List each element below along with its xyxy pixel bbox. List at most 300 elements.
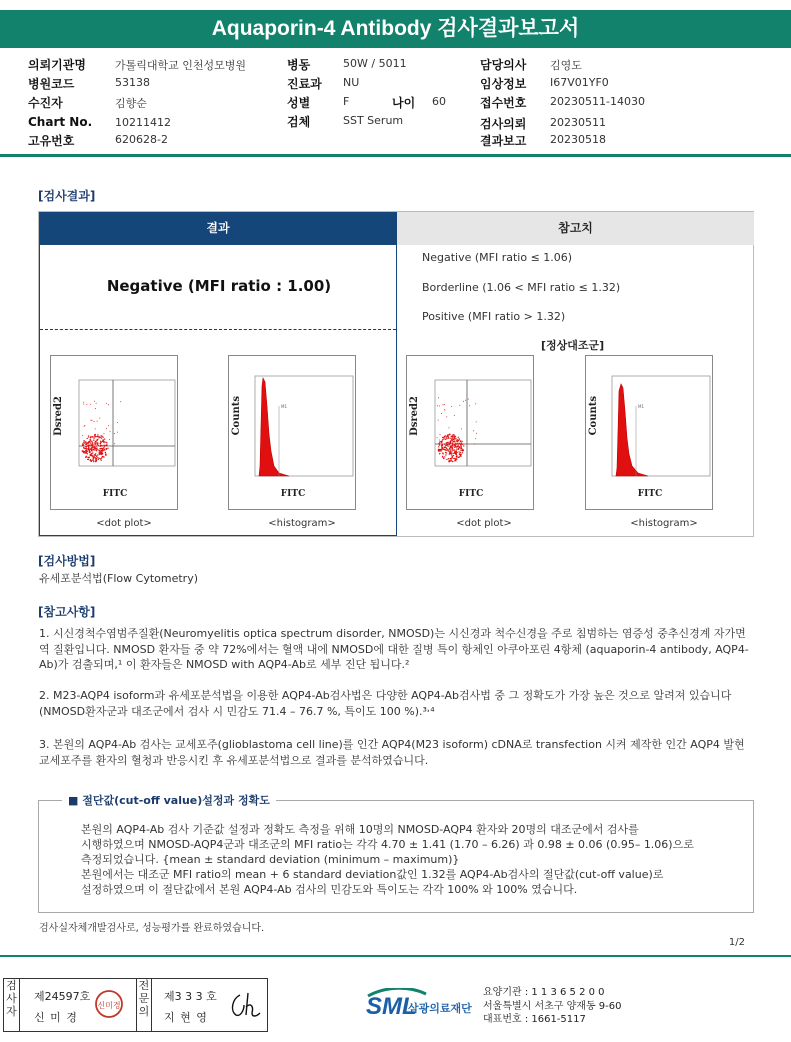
scatter-dot	[453, 455, 454, 456]
scatter-dot	[454, 446, 455, 447]
lab-info	[483, 986, 622, 1027]
label-sex: 성별	[287, 96, 311, 110]
scatter-dot	[87, 453, 88, 454]
scatter-dot	[451, 406, 452, 407]
approver-license-no: 제3 3 3 호	[164, 990, 217, 1003]
scatter-dot	[102, 440, 103, 441]
scatter-dot	[461, 446, 462, 447]
scatter-dot	[454, 449, 455, 450]
scatter-dot	[107, 448, 108, 449]
label-institution: 의뢰기관명	[28, 58, 86, 72]
scatter-dot	[452, 440, 453, 441]
scatter-dot	[102, 437, 103, 438]
scatter-dot	[463, 401, 464, 402]
scatter-dot	[448, 427, 449, 428]
scatter-dot	[475, 438, 476, 439]
label-ward: 병동	[287, 58, 311, 72]
scatter-dot	[101, 450, 102, 451]
scatter-dot	[99, 458, 100, 459]
scatter-dot	[83, 404, 84, 405]
histogram-ylabel: Counts	[231, 396, 242, 436]
scatter-dot	[86, 404, 87, 405]
scatter-dot	[90, 448, 91, 449]
scatter-dot	[88, 444, 89, 445]
scatter-dot	[462, 452, 463, 453]
lab-info-line: 서울특별시 서초구 양재동 9-60	[483, 1000, 622, 1012]
scatter-dot	[445, 439, 446, 440]
value-doctor: 김영도	[550, 59, 582, 72]
scatter-dot	[450, 453, 451, 454]
scatter-dot	[441, 413, 442, 414]
patient-info	[0, 56, 791, 148]
scatter-dot	[450, 438, 451, 439]
scatter-dot	[94, 446, 95, 447]
scatter-dot	[439, 449, 440, 450]
scatter-dot	[82, 435, 83, 436]
scatter-dot	[474, 443, 475, 444]
scatter-dot	[104, 449, 105, 450]
scatter-dot	[445, 435, 446, 436]
scatter-dot	[101, 445, 102, 446]
scatter-dot	[438, 443, 439, 444]
scatter-dot	[454, 439, 455, 440]
cutoff-line: 설정하였으며 이 절단값에서 본원 AQP4-Ab 검사의 민감도와 특이도는 각각 100% 와 100% 였습니다.	[81, 883, 578, 896]
histogram-graphic	[586, 356, 714, 511]
lab-info-line: 대표번호 : 1661-5117	[483, 1014, 586, 1025]
value-age: 60	[432, 95, 446, 108]
scatter-dot	[441, 441, 442, 442]
scatter-dot	[96, 436, 97, 437]
scatter-dot	[94, 457, 95, 458]
scatter-dot	[452, 434, 453, 435]
dot-plot-graphic	[407, 356, 535, 511]
scatter-dot	[452, 444, 453, 445]
scatter-dot	[456, 454, 457, 455]
scatter-dot	[439, 440, 440, 441]
histogram-graphic	[229, 356, 357, 511]
scatter-dot	[93, 456, 94, 457]
scatter-dot	[98, 436, 99, 437]
scatter-dot	[441, 442, 442, 443]
scatter-dot	[90, 420, 91, 421]
scatter-dot	[454, 415, 455, 416]
scatter-dot	[446, 452, 447, 453]
scatter-dot	[93, 438, 94, 439]
reference-positive: Positive (MFI ratio > 1.32)	[422, 310, 566, 323]
scatter-dot	[440, 450, 441, 451]
scatter-dot	[462, 449, 463, 450]
scatter-dot	[441, 447, 442, 448]
reference-negative: Negative (MFI ratio ≤ 1.06)	[422, 251, 573, 264]
value-receipt-no: 20230511-14030	[550, 95, 645, 108]
scatter-dot	[94, 434, 95, 435]
value-sex: F	[343, 95, 350, 108]
scatter-dot	[91, 449, 92, 450]
scatter-dot	[449, 451, 450, 452]
tester-license-no: 제24597호	[34, 990, 91, 1003]
scatter-dot	[114, 433, 115, 434]
scatter-dot	[97, 434, 98, 435]
scatter-dot	[437, 405, 438, 406]
scatter-dot	[449, 460, 450, 461]
scatter-dot	[448, 461, 449, 462]
scatter-dot	[110, 431, 111, 432]
control-hist-caption: <histogram>	[630, 518, 698, 529]
scatter-dot	[94, 436, 95, 437]
label-department: 진료과	[287, 77, 322, 91]
scatter-dot	[461, 441, 462, 442]
scatter-dot	[96, 458, 97, 459]
dot-plot-xlabel: FITC	[102, 489, 128, 499]
scatter-dot	[456, 452, 457, 453]
scatter-dot	[85, 451, 86, 452]
value-unique-id: 620628-2	[115, 133, 168, 146]
scatter-dot	[90, 439, 91, 440]
scatter-dot	[444, 404, 445, 405]
label-age: 나이	[392, 96, 416, 110]
results-header: 결과	[39, 212, 397, 245]
scatter-dot	[85, 448, 86, 449]
scatter-dot	[446, 448, 447, 449]
scatter-dot	[455, 443, 456, 444]
scatter-dot	[117, 432, 118, 433]
scatter-dot	[452, 442, 453, 443]
scatter-dot	[90, 404, 91, 405]
scatter-dot	[452, 450, 453, 451]
scatter-dot	[447, 442, 448, 443]
signature-box	[3, 978, 268, 1032]
dot-cluster	[437, 397, 477, 462]
scatter-dot	[95, 461, 96, 462]
scatter-dot	[460, 454, 461, 455]
scatter-dot	[87, 438, 88, 439]
scatter-dot	[465, 400, 466, 401]
value-institution: 가톨릭대학교 인천성모병원	[115, 59, 247, 72]
patient-histogram	[228, 355, 356, 510]
scatter-dot	[91, 461, 92, 462]
scatter-dot	[91, 441, 92, 442]
control-dot-caption: <dot plot>	[456, 518, 512, 529]
scatter-dot	[88, 457, 89, 458]
scatter-dot	[82, 443, 83, 444]
scatter-dot	[97, 442, 98, 443]
scatter-dot	[95, 408, 96, 409]
reference-header: 참고치	[397, 212, 754, 245]
scatter-dot	[446, 437, 447, 438]
svg-text:M1: M1	[638, 404, 644, 409]
scatter-dot	[94, 401, 95, 402]
scatter-dot	[96, 448, 97, 449]
scatter-dot	[91, 453, 92, 454]
scatter-dot	[458, 439, 459, 440]
scatter-dot	[446, 445, 447, 446]
scatter-dot	[98, 459, 99, 460]
scatter-dot	[447, 437, 448, 438]
scatter-dot	[461, 442, 462, 443]
sml-logo	[366, 988, 481, 1031]
scatter-dot	[90, 460, 91, 461]
scatter-dot	[452, 447, 453, 448]
scatter-dot	[461, 429, 462, 430]
scatter-dot	[93, 449, 94, 450]
scatter-dot	[91, 436, 92, 437]
method-section-title: [검사방법]	[38, 554, 96, 568]
scatter-dot	[92, 420, 93, 421]
scatter-dot	[86, 456, 87, 457]
svg-text:M1: M1	[281, 404, 287, 409]
patient-dot-plot	[50, 355, 178, 510]
scatter-dot	[451, 454, 452, 455]
scatter-dot	[469, 405, 470, 406]
scatter-dot	[450, 443, 451, 444]
scatter-dot	[108, 425, 109, 426]
scatter-dot	[114, 443, 115, 444]
scatter-dot	[444, 449, 445, 450]
scatter-dot	[447, 449, 448, 450]
scatter-dot	[97, 421, 98, 422]
scatter-dot	[468, 399, 469, 400]
scatter-dot	[83, 440, 84, 441]
scatter-dot	[100, 435, 101, 436]
scatter-dot	[445, 454, 446, 455]
method-text: 유세포분석법(Flow Cytometry)	[39, 572, 199, 585]
scatter-dot	[438, 420, 439, 421]
scatter-dot	[458, 437, 459, 438]
scatter-dot	[101, 460, 102, 461]
scatter-dot	[439, 406, 440, 407]
scatter-dot	[83, 402, 84, 403]
scatter-dot	[106, 445, 107, 446]
scatter-dot	[83, 447, 84, 448]
scatter-dot	[452, 436, 453, 437]
scatter-dot	[98, 445, 99, 446]
note-item-3: 3. 본원의 AQP4-Ab 검사는 교세포주(glioblastoma cell line)를 인간 AQP4(M23 isoform) cDNA로 transfection 시켜 제작한 인간 AQP4 발현 교세포주를 환자의 혈청과 반응시킨 후 유세포분석법으로 결과를 분석하였습니다.	[39, 738, 745, 767]
scatter-dot	[120, 401, 121, 402]
scatter-dot	[97, 457, 98, 458]
scatter-dot	[89, 451, 90, 452]
scatter-dot	[92, 452, 93, 453]
scatter-dot	[103, 442, 104, 443]
scatter-dot	[460, 441, 461, 442]
scatter-dot	[91, 444, 92, 445]
value-hospital-code: 53138	[115, 76, 150, 89]
seal-icon	[94, 989, 124, 1019]
scatter-dot	[104, 445, 105, 446]
scatter-dot	[88, 436, 89, 437]
scatter-dot	[448, 450, 449, 451]
value-ward: 50W / 5011	[343, 57, 407, 70]
value-department: NU	[343, 76, 360, 89]
page-number: 1/2	[728, 937, 745, 948]
scatter-dot	[456, 448, 457, 449]
note-item-2: 2. M23-AQP4 isoform과 유세포분석법을 이용한 AQP4-Ab검사법은 다양한 AQP4-Ab검사법 중 그 정확도가 가장 높은 것으로 알려져 있습니다(NMOSD환자군과 대조군에서 검사 시 민감도 71.4 – 76.7 %, 특이도 100 %).³˒⁴	[39, 689, 732, 718]
scatter-dot	[88, 447, 89, 448]
notes-section-title: [참고사항]	[38, 605, 96, 619]
scatter-dot	[476, 421, 477, 422]
scatter-dot	[459, 405, 460, 406]
scatter-dot	[90, 437, 91, 438]
scatter-dot	[95, 459, 96, 460]
result-value: Negative (MFI ratio : 1.00)	[106, 277, 332, 295]
scatter-dot	[444, 443, 445, 444]
scatter-dot	[91, 447, 92, 448]
scatter-dot	[85, 446, 86, 447]
signature-icon	[226, 989, 264, 1021]
scatter-dot	[95, 453, 96, 454]
scatter-dot	[84, 426, 85, 427]
scatter-dot	[443, 438, 444, 439]
scatter-dot	[451, 461, 452, 462]
label-request-date: 검사의뢰	[480, 117, 527, 131]
scatter-dot	[452, 448, 453, 449]
scatter-dot	[453, 438, 454, 439]
scatter-dot	[450, 458, 451, 459]
scatter-dot	[441, 446, 442, 447]
scatter-dot	[105, 453, 106, 454]
cutoff-line: 시행하였으며 NMOSD-AQP4군과 대조군의 MFI ratio는 각각 4.70 ± 1.41 (1.70 – 6.26) 과 0.98 ± 0.06 (0.95– 1.06)으로	[81, 838, 694, 851]
scatter-dot	[109, 439, 110, 440]
scatter-dot	[444, 447, 445, 448]
scatter-dot	[105, 442, 106, 443]
scatter-dot	[443, 453, 444, 454]
scatter-dot	[473, 430, 474, 431]
scatter-dot	[87, 459, 88, 460]
label-unique-id: 고유번호	[28, 134, 75, 148]
scatter-dot	[460, 452, 461, 453]
reference-borderline: Borderline (1.06 < MFI ratio ≤ 1.32)	[422, 281, 621, 294]
cutoff-line: 본원에서는 대조군 MFI ratio의 mean + 6 standard deviation값인 1.32를 AQP4-Ab검사의 절단값(cut-off value)로	[81, 868, 664, 881]
scatter-dot	[100, 442, 101, 443]
scatter-dot	[456, 440, 457, 441]
scatter-dot	[460, 455, 461, 456]
scatter-dot	[446, 416, 447, 417]
scatter-dot	[438, 446, 439, 447]
scatter-dot	[93, 460, 94, 461]
dot-plot-xlabel: FITC	[458, 489, 484, 499]
scatter-dot	[88, 449, 89, 450]
scatter-dot	[438, 397, 439, 398]
scatter-dot	[460, 445, 461, 446]
report-title: Aquaporin-4 Antibody 검사결과보고서	[0, 10, 791, 48]
scatter-dot	[89, 449, 90, 450]
patient-hist-caption: <histogram>	[268, 518, 336, 529]
label-report-date: 결과보고	[480, 134, 527, 148]
label-chart-no: Chart No.	[28, 115, 93, 129]
scatter-dot	[85, 443, 86, 444]
scatter-dot	[99, 453, 100, 454]
scatter-dot	[455, 438, 456, 439]
scatter-dot	[88, 435, 89, 436]
scatter-dot	[454, 460, 455, 461]
svg-text:신미경: 신미경	[97, 1001, 121, 1010]
control-dot-plot	[406, 355, 534, 510]
patient-dot-caption: <dot plot>	[96, 518, 152, 529]
scatter-dot	[101, 437, 102, 438]
scatter-dot	[476, 433, 477, 434]
scatter-dot	[95, 447, 96, 448]
scatter-dot	[95, 449, 96, 450]
value-clinical-info: I67V01YF0	[550, 76, 609, 89]
scatter-dot	[84, 441, 85, 442]
scatter-dot	[96, 403, 97, 404]
scatter-dot	[447, 435, 448, 436]
scatter-dot	[89, 441, 90, 442]
scatter-dot	[457, 443, 458, 444]
scatter-dot	[462, 444, 463, 445]
cutoff-text	[81, 822, 741, 897]
scatter-dot	[447, 445, 448, 446]
dot-plot-ylabel: Dsred2	[53, 396, 64, 436]
scatter-dot	[458, 451, 459, 452]
scatter-dot	[453, 439, 454, 440]
value-request-date: 20230511	[550, 116, 606, 129]
scatter-dot	[458, 457, 459, 458]
scatter-dot	[96, 445, 97, 446]
scatter-dot	[105, 455, 106, 456]
scatter-dot	[448, 444, 449, 445]
scatter-dot	[446, 438, 447, 439]
dashed-divider	[40, 329, 396, 330]
dot-cluster	[82, 401, 122, 463]
scatter-dot	[100, 448, 101, 449]
scatter-dot	[106, 403, 107, 404]
approver-vertical-label: 전문의	[136, 979, 152, 1031]
scatter-dot	[96, 439, 97, 440]
scatter-dot	[98, 437, 99, 438]
scatter-dot	[449, 434, 450, 435]
validation-note: 검사실자체개발검사로, 성능평가를 완료하였습니다.	[39, 923, 265, 934]
label-receipt-no: 접수번호	[480, 96, 527, 110]
scatter-dot	[93, 458, 94, 459]
normal-control-label: [정상대조군]	[541, 339, 605, 352]
scatter-dot	[100, 458, 101, 459]
scatter-dot	[443, 437, 444, 438]
control-histogram	[585, 355, 713, 510]
sml-logo-icon	[366, 988, 481, 1028]
scatter-dot	[83, 443, 84, 444]
approver-name: 지 현 영	[164, 1011, 208, 1024]
scatter-dot	[99, 450, 100, 451]
scatter-dot	[457, 445, 458, 446]
tester-name: 신 미 경	[34, 1011, 78, 1024]
scatter-dot	[103, 447, 104, 448]
scatter-dot	[442, 457, 443, 458]
label-patient: 수진자	[28, 96, 63, 110]
scatter-dot	[91, 450, 92, 451]
histogram-xlabel: FITC	[280, 489, 306, 499]
label-clinical-info: 임상정보	[480, 77, 527, 91]
scatter-dot	[95, 428, 96, 429]
scatter-dot	[463, 445, 464, 446]
scatter-dot	[82, 445, 83, 446]
scatter-dot	[439, 444, 440, 445]
scatter-dot	[104, 438, 105, 439]
scatter-dot	[108, 404, 109, 405]
scatter-dot	[456, 441, 457, 442]
value-report-date: 20230518	[550, 133, 606, 146]
scatter-dot	[105, 452, 106, 453]
scatter-dot	[450, 442, 451, 443]
scatter-dot	[90, 442, 91, 443]
scatter-dot	[97, 454, 98, 455]
value-patient: 김향순	[115, 97, 147, 110]
scatter-dot	[453, 450, 454, 451]
cutoff-title: ■ 절단값(cut-off value)설정과 정확도	[62, 792, 276, 808]
scatter-dot	[454, 436, 455, 437]
scatter-dot	[457, 446, 458, 447]
scatter-dot	[451, 460, 452, 461]
scatter-dot	[94, 448, 95, 449]
